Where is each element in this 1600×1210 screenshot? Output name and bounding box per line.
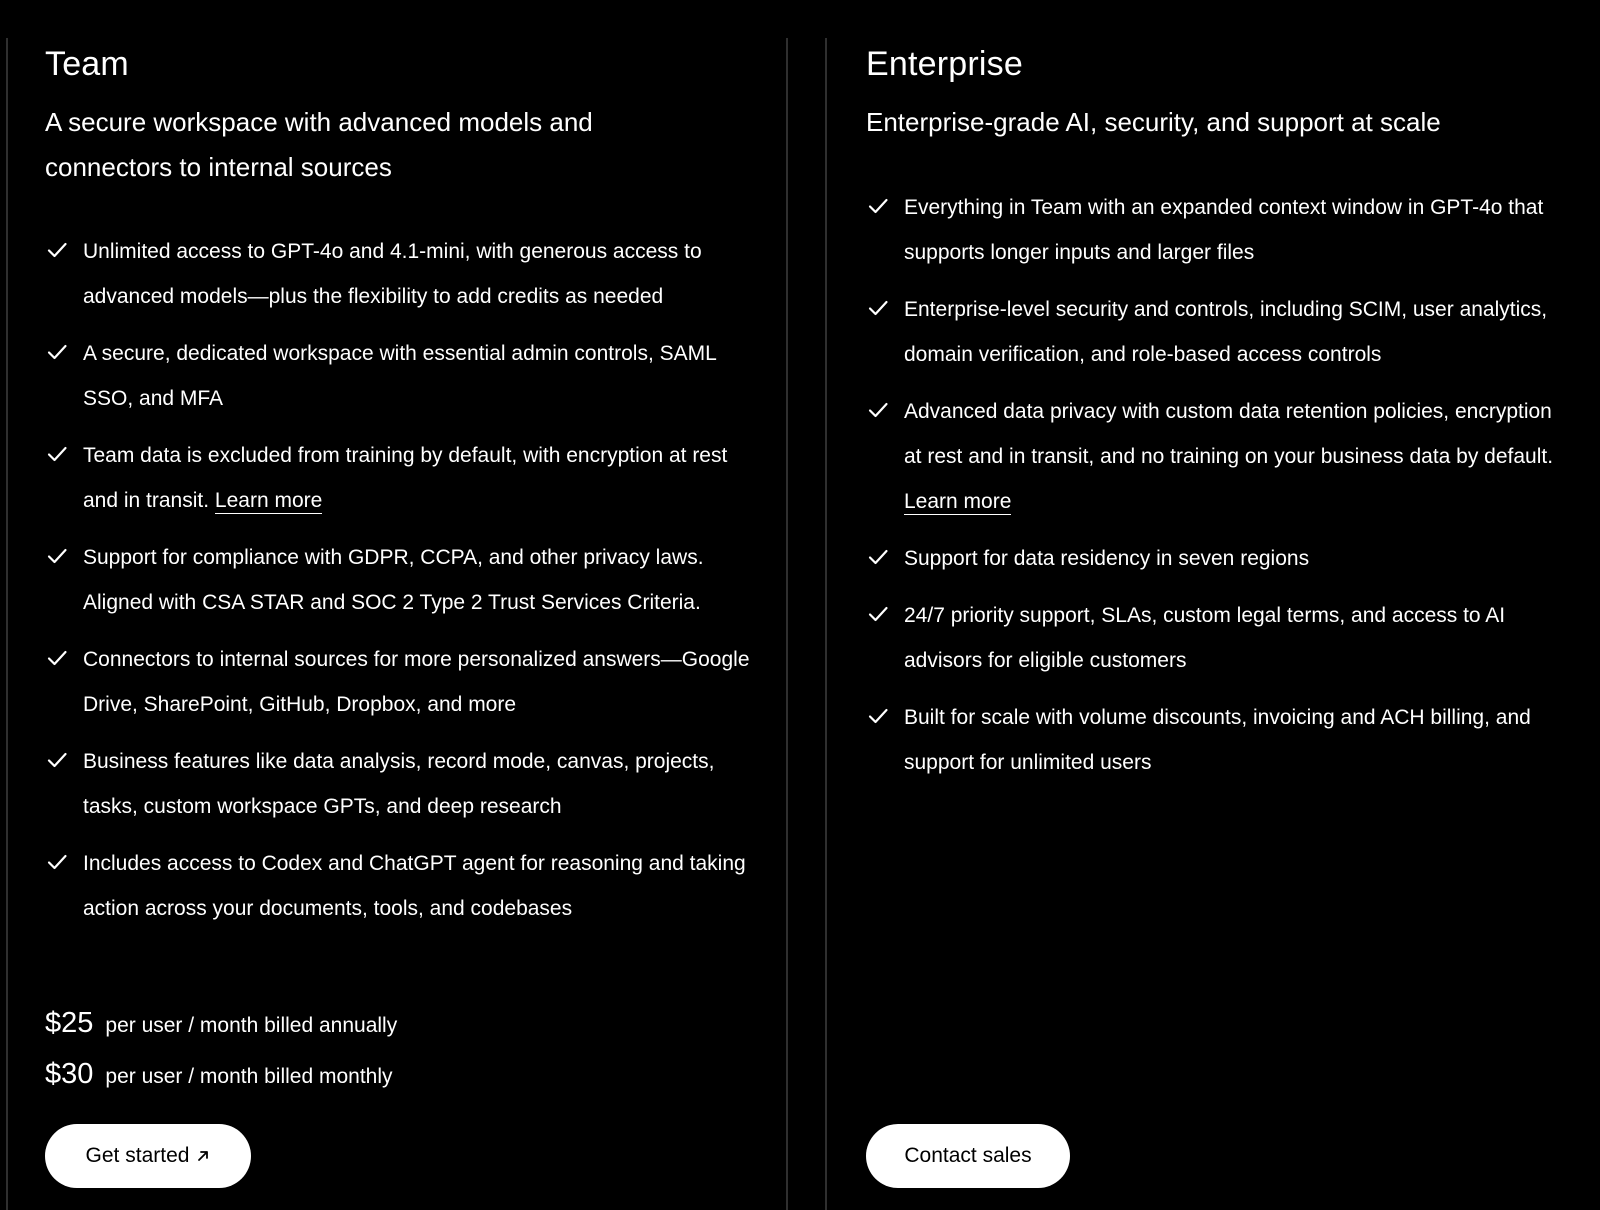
feature-item (866, 185, 1556, 275)
feature-text: Business features like data analysis, record mode, canvas, projects, tasks, custom workspace GPTs, and deep research (83, 750, 715, 818)
feature-item (45, 229, 755, 319)
feature-item (45, 535, 755, 625)
feature-item (866, 695, 1556, 785)
price-description: per user / month billed monthly (105, 1065, 393, 1088)
check-icon (46, 341, 68, 363)
learn-more-link[interactable]: Learn more (214, 489, 323, 512)
get-started-label: Get started (85, 1144, 190, 1167)
feature-item (45, 331, 755, 421)
feature-item (866, 593, 1556, 683)
check-icon (867, 399, 889, 421)
enterprise-plan-name: Enterprise (866, 45, 1023, 83)
feature-text: Support for compliance with GDPR, CCPA, and other privacy laws. Aligned with CSA STAR and SOC 2 Type 2 Trust Services Criteria. (83, 546, 704, 614)
check-icon (867, 705, 889, 727)
get-started-button[interactable] (45, 1124, 251, 1188)
check-icon (46, 647, 68, 669)
contact-sales-label: Contact sales (904, 1144, 1032, 1167)
feature-item (45, 739, 755, 829)
team-plan-subtitle: A secure workspace with advanced models and connectors to internal sources (45, 107, 593, 182)
feature-text: Unlimited access to GPT-4o and 4.1-mini, with generous access to advanced models—plus the flexibility to add credits as needed (83, 240, 702, 308)
feature-text: Advanced data privacy with custom data retention policies, encryption at rest and in transit, and no training on your business data by default. (904, 400, 1554, 468)
team-price-monthly (45, 1054, 393, 1097)
team-feature-list (45, 229, 755, 943)
learn-more-link[interactable]: Learn more (904, 490, 1012, 513)
price-amount: $30 (45, 1058, 94, 1090)
left-edge-divider (6, 38, 8, 1210)
feature-text: Built for scale with volume discounts, invoicing and ACH billing, and support for unlimited users (904, 706, 1531, 774)
check-icon (867, 297, 889, 319)
center-divider-right (825, 38, 827, 1210)
feature-text: Everything in Team with an expanded context window in GPT-4o that supports longer inputs and larger files (904, 196, 1544, 264)
team-plan-card (45, 0, 755, 1210)
check-icon (46, 545, 68, 567)
feature-text: Includes access to Codex and ChatGPT agent for reasoning and taking action across your documents, tools, and codebases (83, 852, 746, 920)
feature-text: 24/7 priority support, SLAs, custom legal terms, and access to AI advisors for eligible customers (904, 604, 1506, 672)
check-icon (867, 603, 889, 625)
check-icon (867, 546, 889, 568)
enterprise-plan-subtitle: Enterprise-grade AI, security, and support at scale (866, 107, 1441, 137)
feature-item (866, 389, 1556, 524)
feature-item (866, 287, 1556, 377)
check-icon (867, 195, 889, 217)
feature-text: Support for data residency in seven regions (904, 547, 1310, 570)
feature-text: Team data is excluded from training by default, with encryption at rest and in transit. (83, 444, 728, 512)
enterprise-plan-card (866, 0, 1556, 1210)
feature-text: Enterprise-level security and controls, including SCIM, user analytics, domain verification, and role-based access controls (904, 298, 1548, 366)
feature-text: A secure, dedicated workspace with essential admin controls, SAML SSO, and MFA (83, 342, 717, 410)
check-icon (46, 851, 68, 873)
enterprise-feature-list (866, 185, 1556, 797)
check-icon (46, 239, 68, 261)
center-divider-left (786, 38, 788, 1210)
arrow-up-right-icon (196, 1149, 210, 1163)
price-description: per user / month billed annually (105, 1014, 398, 1037)
feature-item (45, 433, 755, 523)
team-plan-name: Team (45, 45, 129, 83)
feature-item (866, 536, 1556, 581)
check-icon (46, 749, 68, 771)
feature-text: Connectors to internal sources for more personalized answers—Google Drive, SharePoint, GitHub, Dropbox, and more (83, 648, 750, 716)
team-price-annual (45, 1003, 397, 1046)
contact-sales-button[interactable] (866, 1124, 1070, 1188)
feature-item (45, 637, 755, 727)
check-icon (46, 443, 68, 465)
feature-item (45, 841, 755, 931)
price-amount: $25 (45, 1007, 94, 1039)
